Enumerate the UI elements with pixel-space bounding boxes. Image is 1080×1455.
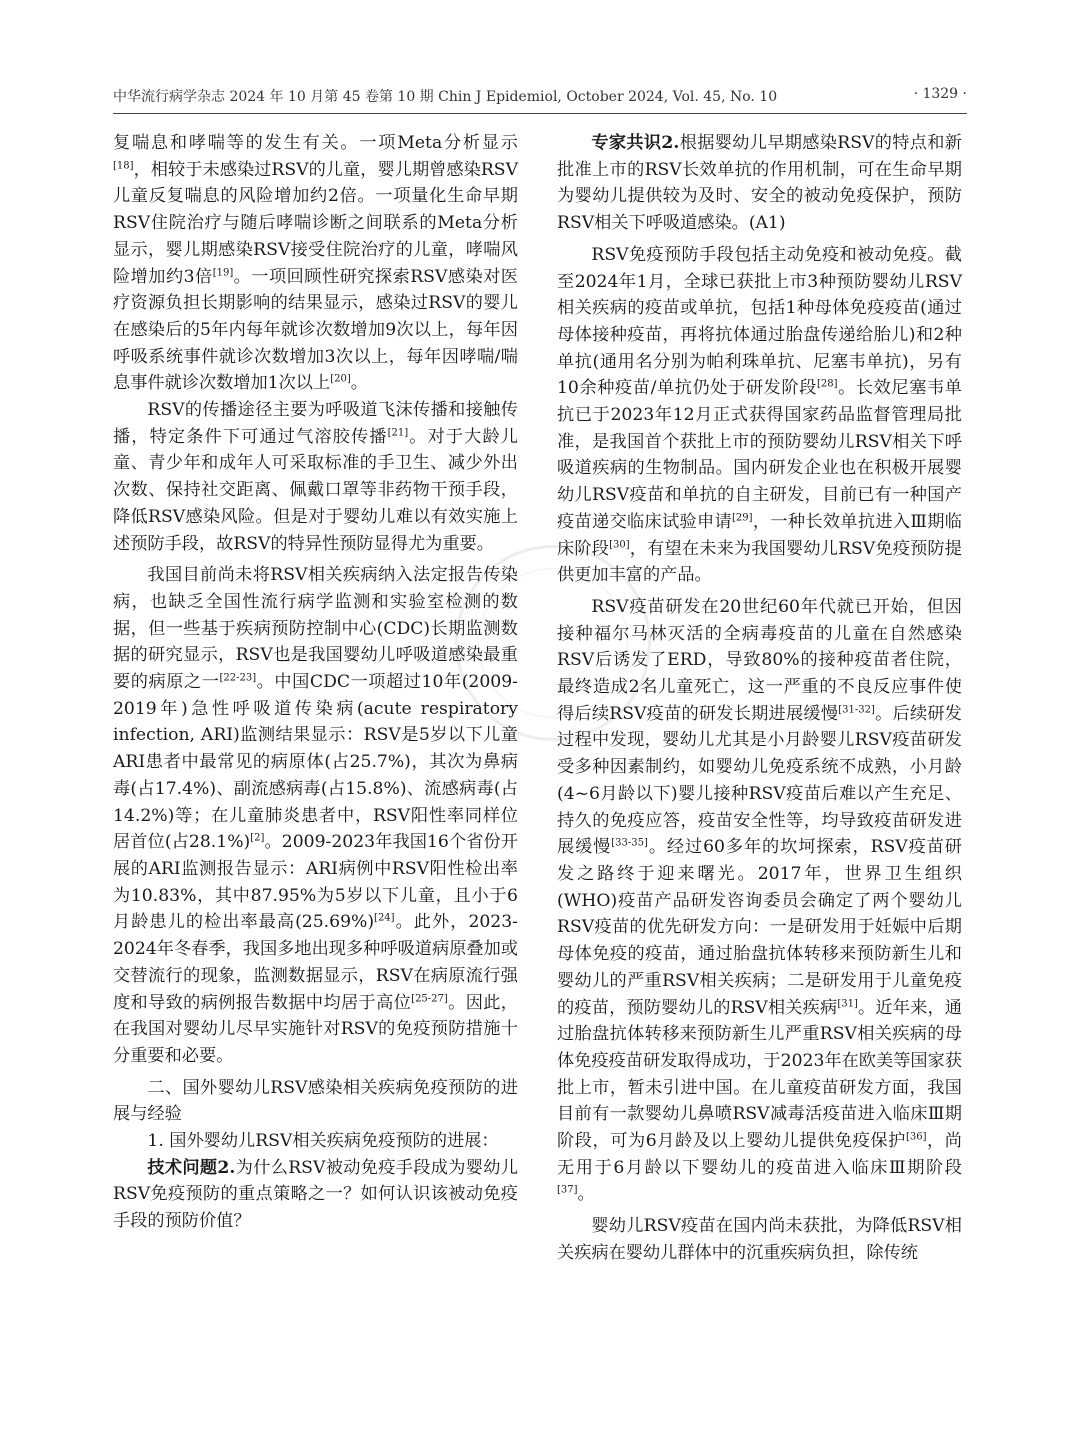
- subsection-heading: 1. 国外婴幼儿RSV相关疾病免疫预防的进展：: [147, 1131, 499, 1152]
- citation: [22-23]: [219, 672, 257, 684]
- paragraph: RSV的传播途径主要为呼吸道飞沫传播和接触传播，特定条件下可通过气溶胶传播[21]。对于大龄儿童、青少年和成年人可采取标准的手卫生、减少外出次数、保持社交距离、佩戴口罩等非药物干预手段，降低RSV感染风险。但是对于婴幼儿难以有效实施上述预防手段，故RSV的特异性预防显得尤为重要。: [113, 400, 518, 554]
- citation: [2]: [250, 832, 265, 844]
- citation: [20]: [330, 373, 351, 385]
- paragraph: RSV疫苗研发在20世纪60年代就已开始，但因接种福尔马林灭活的全病毒疫苗的儿童在自然感染RSV后诱发了ERD，导致80%的接种疫苗者住院，最终造成2名儿童死亡，这一严重的不良反应事件使得后续RSV疫苗的研发长期进展缓慢[31-32]。后续研发过程中发现，婴幼儿尤其是小月龄婴儿RSV疫苗研发受多种因素制约，如婴幼儿免疫系统不成熟，小月龄(4~6月龄以下)婴儿接种RSV疫苗后难以产生充足、持久的免疫应答，疫苗安全性等，均导致疫苗研发进展缓慢[33-35]。经过60多年的坎坷探索，RSV疫苗研发之路终于迎来曙光。2017年，世界卫生组织(WHO)疫苗产品研发咨询委员会确定了两个婴幼儿RSV疫苗的优先研发方向：一是研发用于妊娠中后期母体免疫的疫苗，通过胎盘抗体转移来预防新生儿和婴幼儿的严重RSV相关疾病；二是研发用于儿童免疫的疫苗，预防婴幼儿的RSV相关疾病[31]。近年来，通过胎盘抗体转移来预防新生儿严重RSV相关疾病的母体免疫疫苗研发取得成功，于2023年在欧美等国家获批上市，暂未引进中国。在儿童疫苗研发方面，我国目前有一款婴幼儿鼻喷RSV减毒活疫苗进入临床Ⅲ期阶段，可为6月龄及以上婴幼儿提供免疫保护[36]，尚无用于6月龄以下婴幼儿的疫苗进入临床Ⅲ期阶段[37]。: [557, 596, 962, 1205]
- technical-question: 技术问题2.为什么RSV被动免疫手段成为婴幼儿RSV免疫预防的重点策略之一？如何认识该被动免疫手段的预防价值？: [113, 1157, 518, 1232]
- citation: [21]: [387, 427, 409, 438]
- citation: [36]: [905, 1131, 927, 1143]
- section-heading: 二、国外婴幼儿RSV感染相关疾病免疫预防的进展与经验: [113, 1077, 518, 1125]
- paragraph: 婴幼儿RSV疫苗在国内尚未获批，为降低RSV相关疾病在婴幼儿群体中的沉重疾病负担，除传统: [557, 1216, 962, 1263]
- left-column: [113, 130, 518, 1235]
- paragraph: 我国目前尚未将RSV相关疾病纳入法定报告传染病，也缺乏全国性流行病学监测和实验室检测的数据，但一些基于疾病预防控制中心(CDC)长期监测数据的研究显示，RSV也是我国婴幼儿呼吸道感染最重要的病原之一[22-23]。中国CDC一项超过10年(2009-2019年)急性呼吸道传染病(acute respiratory infection, ARI)监测结果显示：RSV是5岁以下儿童ARI患者中最常见的病原体(占25.7%)，其次为鼻病毒(占17.4%)、副流感病毒(占15.8%)、流感病毒(占14.2%)等；在儿童肺炎患者中，RSV阳性率同样位居首位(占28.1%)[2]。2009-2023年我国16个省份开展的ARI监测报告显示：ARI病例中RSV阳性检出率为10.83%，其中87.95%为5岁以下儿童，且小于6月龄患儿的检出率最高(25.69%)[24]。此外，2023-2024年冬春季，我国多地出现多种呼吸道病原叠加或交替流行的现象，监测数据显示，RSV在病原流行强度和导致的病例报告数据中均居于高位[25-27]。因此，在我国对婴幼儿尽早实施针对RSV的免疫预防措施十分重要和必要。: [113, 565, 518, 1066]
- citation: [19]: [212, 266, 234, 278]
- consensus-label: 专家共识2.: [591, 133, 680, 153]
- page-number: · 1329 ·: [913, 86, 967, 102]
- journal-citation: 中华流行病学杂志 2024 年 10 月第 45 卷第 10 期 Chin J Epidemiol, October 2024, Vol. 45, No. 10: [113, 89, 778, 105]
- paragraph: RSV免疫预防手段包括主动免疫和被动免疫。截至2024年1月，全球已获批上市3种预防婴幼儿RSV相关疾病的疫苗或单抗，包括1种母体免疫疫苗(通过母体接种疫苗，再将抗体通过胎盘传递给胎儿)和2种单抗(通用名分别为帕利珠单抗、尼塞韦单抗)，另有10余种疫苗/单抗仍处于研发阶段[28]。长效尼塞韦单抗已于2023年12月正式获得国家药品监督管理局批准，是我国首个获批上市的预防婴幼儿RSV相关下呼吸道疾病的生物制品。国内研发企业也在积极开展婴幼儿RSV疫苗和单抗的自主研发，目前已有一种国产疫苗递交临床试验申请[29]，一种长效单抗进入Ⅲ期临床阶段[30]，有望在未来为我国婴幼儿RSV免疫预防提供更加丰富的产品。: [557, 244, 962, 586]
- citation: [37]: [557, 1184, 578, 1196]
- right-column: [557, 130, 962, 1267]
- citation: [31-32]: [838, 704, 875, 716]
- citation: [30]: [609, 538, 630, 550]
- citation: [25-27]: [411, 992, 448, 1004]
- citation: [31]: [837, 997, 858, 1009]
- expert-consensus: 专家共识2.根据婴幼儿早期感染RSV的特点和新批准上市的RSV长效单抗的作用机制，可在生命早期为婴幼儿提供较为及时、安全的被动免疫保护，预防RSV相关下呼吸道感染。(A1): [557, 133, 962, 234]
- citation: [28]: [817, 378, 838, 390]
- citation: [33-35]: [611, 837, 648, 849]
- citation: [18]: [113, 159, 134, 171]
- paragraph: 复喘息和哮喘等的发生有关。一项Meta分析显示[18]，相较于未感染过RSV的儿童，婴儿期曾感染RSV儿童反复喘息的风险增加约2倍。一项量化生命早期RSV住院治疗与随后哮喘诊断之间联系的Meta分析显示，婴儿期感染RSV接受住院治疗的儿童，哮喘风险增加约3倍[19]。一项回顾性研究探索RSV感染对医疗资源负担长期影响的结果显示，感染过RSV的婴儿在感染后的5年内每年就诊次数增加9次以上，每年因呼吸系统事件就诊次数增加3次以上，每年因哮喘/喘息事件就诊次数增加1次以上[20]。: [113, 133, 518, 394]
- running-header: [113, 86, 967, 108]
- question-label: 技术问题2.: [147, 1157, 236, 1178]
- citation: [29]: [732, 512, 753, 524]
- header-rule: [113, 113, 967, 114]
- citation: [24]: [374, 912, 395, 924]
